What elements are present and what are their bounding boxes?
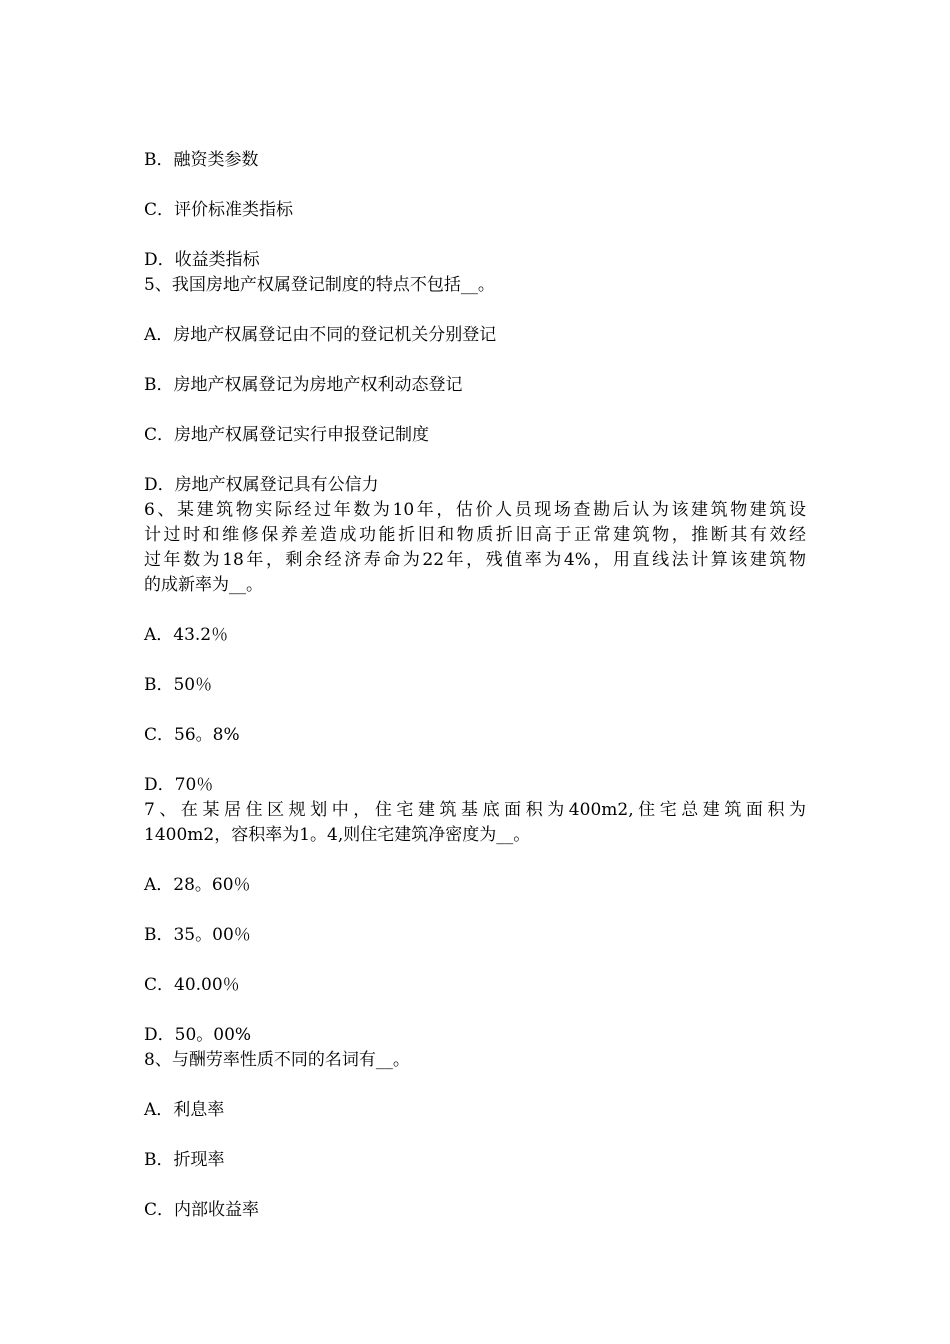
- q5-option-c: C．房地产权属登记实行申报登记制度: [144, 425, 430, 445]
- q6-option-c: C．56。8%: [144, 725, 240, 745]
- q4-option-d: D．收益类指标: [144, 250, 260, 270]
- q6-question-line-3: 过年数为18年，剩余经济寿命为22年，残值率为4%，用直线法计算该建筑物: [144, 550, 806, 570]
- q4-option-b: B．融资类参数: [144, 150, 259, 170]
- q6-option-d: D．70％: [144, 775, 214, 795]
- q6-option-a: A．43.2％: [144, 625, 229, 645]
- q6-option-b: B．50％: [144, 675, 213, 695]
- q7-option-a: A．28。60％: [144, 875, 251, 895]
- q8-question: 8、与酬劳率性质不同的名词有__。: [144, 1050, 410, 1070]
- q7-option-b: B．35。00％: [144, 925, 251, 945]
- q7-option-d: D．50。00%: [144, 1025, 252, 1045]
- q4-option-c: C．评价标准类指标: [144, 200, 294, 220]
- q7-question-line-1: 7、在某居住区规划中，住宅建筑基底面积为400m2,住宅总建筑面积为: [144, 800, 806, 820]
- q6-question-line-4: 的成新率为__。: [144, 575, 263, 595]
- q5-option-d: D．房地产权属登记具有公信力: [144, 475, 379, 495]
- q5-question: 5、我国房地产权属登记制度的特点不包括__。: [144, 275, 495, 295]
- q6-question-line-1: 6、某建筑物实际经过年数为10年，估价人员现场查勘后认为该建筑物建筑设: [144, 500, 806, 520]
- q7-question-line-2: 1400m2，容积率为1。4,则住宅建筑净密度为__。: [144, 825, 531, 845]
- q5-option-a: A．房地产权属登记由不同的登记机关分别登记: [144, 325, 497, 345]
- q5-option-b: B．房地产权属登记为房地产权利动态登记: [144, 375, 463, 395]
- q8-option-a: A．利息率: [144, 1100, 225, 1120]
- q8-option-c: C．内部收益率: [144, 1200, 260, 1220]
- q6-question-line-2: 计过时和维修保养差造成功能折旧和物质折旧高于正常建筑物，推断其有效经: [144, 525, 806, 545]
- q8-option-b: B．折现率: [144, 1150, 225, 1170]
- q7-option-c: C．40.00％: [144, 975, 240, 995]
